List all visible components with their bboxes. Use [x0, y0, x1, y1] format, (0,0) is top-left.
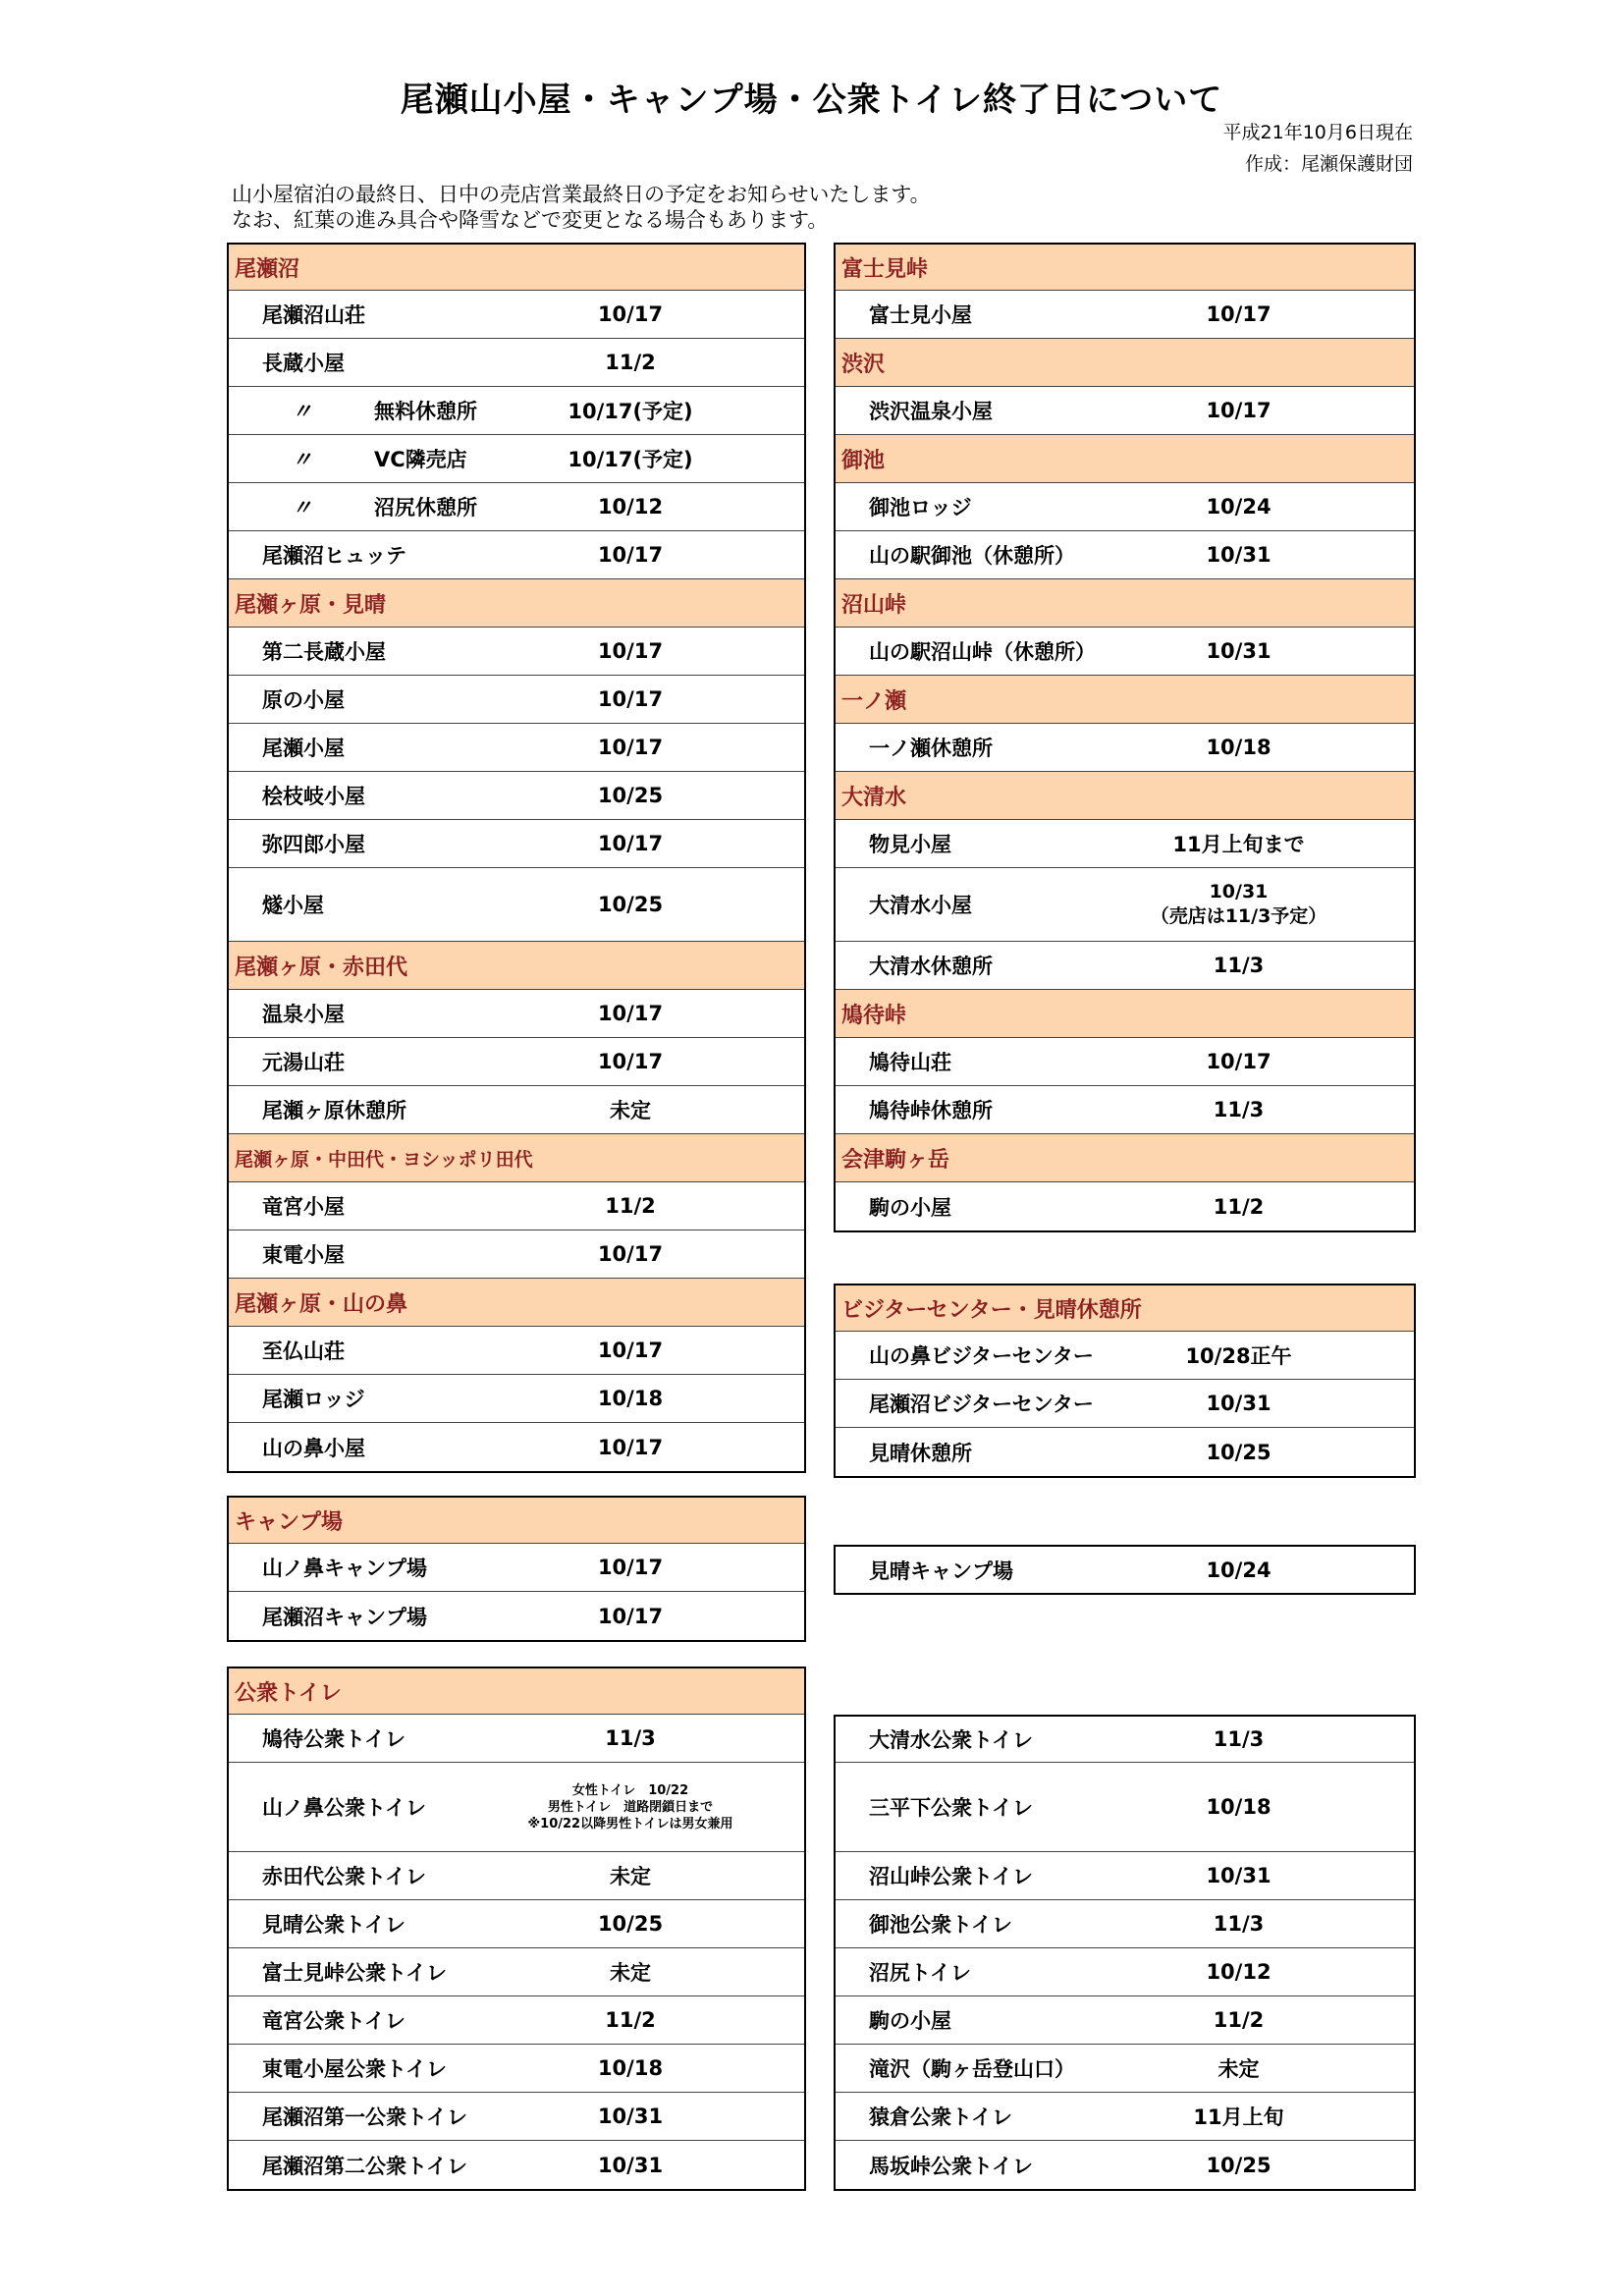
section-header: 一ノ瀬: [836, 676, 1414, 724]
facility-name: 尾瀬沼第一公衆トイレ: [262, 2105, 467, 2129]
end-date: 未定: [610, 1099, 651, 1122]
page-title: 尾瀬山小屋・キャンプ場・公衆トイレ終了日について: [400, 81, 1223, 120]
end-date: 10/24: [1206, 1558, 1271, 1582]
end-date: [1120, 880, 1414, 929]
facility-name: 竜宮公衆トイレ: [262, 2009, 406, 2033]
table-row: [229, 868, 804, 942]
end-date: 10/17: [597, 1556, 664, 1579]
end-date: 10/31: [1206, 1392, 1271, 1415]
facility-name: 大清水公衆トイレ: [869, 1728, 1033, 1752]
section-header: 尾瀬ヶ原・見晴: [229, 579, 804, 628]
table-row: [836, 291, 1414, 339]
facility-name: 沼尻トイレ: [869, 1961, 971, 1985]
end-date: 10/17: [1206, 302, 1271, 326]
facility-name: 至仏山荘: [262, 1339, 345, 1363]
table-row: [229, 1715, 804, 1763]
facility-name: 山の駅沼山峠（休憩所）: [869, 640, 1096, 664]
facility-name: 物見小屋: [869, 833, 951, 856]
end-date: 10/17(予定): [568, 448, 693, 471]
facility-name: 尾瀬沼第二公衆トイレ: [262, 2154, 467, 2178]
table-row: [229, 1763, 804, 1852]
left-main-table: [227, 243, 806, 1473]
end-date: 10/17: [597, 687, 664, 711]
facility-name: 一ノ瀬休憩所: [869, 737, 993, 760]
end-date: 10/17: [597, 1242, 664, 1266]
table-row: [229, 1996, 804, 2045]
end-date: 10/31: [1206, 639, 1271, 663]
facility-name: 尾瀬沼キャンプ場: [262, 1605, 427, 1629]
end-date: 未定: [1217, 2057, 1260, 2081]
end-date: 11/3: [1213, 1912, 1265, 1936]
table-row: [229, 1375, 804, 1423]
table-row: [229, 291, 804, 339]
table-row: [836, 942, 1414, 990]
end-date-line: （売店は11/3予定）: [1150, 905, 1327, 927]
end-date-line: ※10/22以降男性トイレは男女兼用: [527, 1816, 733, 1831]
facility-name: 鳩待峠休憩所: [869, 1099, 993, 1122]
end-date-line: 女性トイレ 10/22: [571, 1782, 689, 1798]
table-row: [836, 2093, 1414, 2141]
right-toilet-table: [834, 1715, 1416, 2191]
section-header: 沼山峠: [836, 579, 1414, 628]
end-date: 未定: [610, 1961, 651, 1985]
table-row: [836, 1996, 1414, 2045]
facility-name: 尾瀬ヶ原休憩所: [262, 1099, 406, 1122]
end-date: 11/3: [1213, 1098, 1265, 1121]
right-main-table: [834, 243, 1416, 1232]
facility-name: 第二長蔵小屋: [262, 640, 386, 664]
facility-name: 尾瀬沼ヒュッテ: [262, 544, 406, 568]
right-camp-table: [834, 1545, 1416, 1595]
end-date: 10/17(予定): [568, 400, 693, 423]
table-row: [229, 990, 804, 1038]
facility-name: 滝沢（駒ヶ岳登山口）: [869, 2057, 1075, 2081]
section-header: 富士見峠: [836, 243, 1414, 291]
table-row: [836, 1852, 1414, 1900]
facility-name: 弥四郎小屋: [262, 833, 365, 856]
end-date-line: 10/31: [1209, 881, 1269, 902]
facility-name: 長蔵小屋: [262, 352, 345, 375]
facility-name: 三平下公衆トイレ: [869, 1796, 1033, 1820]
end-date: 10/17: [597, 1435, 664, 1459]
table-row: [229, 435, 804, 483]
author: 作成：尾瀬保護財団: [1244, 153, 1413, 175]
facility-name: 竜宮小屋: [262, 1195, 345, 1219]
facility-name: 駒の小屋: [869, 1195, 951, 1220]
table-row: [836, 1545, 1414, 1593]
table-row: [229, 2141, 804, 2189]
facility-name: 温泉小屋: [262, 1003, 345, 1026]
end-date: 10/17: [597, 736, 664, 759]
end-date: 11/3: [1213, 1727, 1265, 1751]
end-date: 10/17: [597, 1339, 664, 1362]
facility-name: 猿倉公衆トイレ: [869, 2105, 1012, 2129]
facility-name: 東電小屋: [262, 1243, 345, 1267]
facility-name: 尾瀬沼山荘: [262, 303, 365, 327]
table-row: [229, 2045, 804, 2093]
end-date: 10/17: [597, 1002, 664, 1025]
section-header: 尾瀬ヶ原・山の鼻: [229, 1279, 804, 1327]
ditto-mark: 〃: [292, 496, 312, 519]
ditto-mark: 〃: [292, 448, 312, 471]
facility-name: 山ノ鼻キャンプ場: [262, 1557, 427, 1580]
left-toilet-table: [227, 1667, 806, 2191]
table-row: [229, 483, 804, 531]
end-date: 10/17: [597, 832, 664, 855]
end-date: 10/31: [597, 2153, 664, 2177]
end-date: 11月上旬: [1193, 2105, 1284, 2129]
section-header: キャンプ場: [229, 1496, 804, 1544]
table-row: [229, 820, 804, 868]
left-camp-table: [227, 1496, 806, 1642]
facility-name: 富士見峠公衆トイレ: [262, 1961, 447, 1985]
section-header: 大清水: [836, 772, 1414, 820]
facility-name: 御池公衆トイレ: [869, 1913, 1012, 1937]
end-date: 10/17: [597, 1604, 664, 1628]
table-row: [229, 1852, 804, 1900]
facility-name: 馬坂峠公衆トイレ: [869, 2154, 1033, 2178]
section-header: 鳩待峠: [836, 990, 1414, 1038]
facility-name: 沼山峠公衆トイレ: [869, 1865, 1033, 1888]
section-header: 公衆トイレ: [229, 1667, 804, 1715]
section-header: 御池: [836, 435, 1414, 483]
end-date: 11/2: [605, 1194, 656, 1218]
table-row: [229, 1182, 804, 1230]
right-visitor-table: [834, 1284, 1416, 1478]
end-date: 10/25: [597, 1912, 664, 1936]
facility-name: 見晴公衆トイレ: [262, 1913, 406, 1937]
end-date: 11/3: [1213, 954, 1265, 977]
section-header: 尾瀬沼: [229, 243, 804, 291]
table-row: [229, 1592, 804, 1640]
facility-name: 尾瀬ロッジ: [262, 1388, 365, 1411]
end-date: 10/18: [597, 1387, 664, 1410]
facility-name: 山の鼻ビジターセンター: [869, 1344, 1094, 1368]
table-row: [229, 387, 804, 435]
table-row: [229, 1038, 804, 1086]
table-row: [229, 1086, 804, 1134]
end-date: 未定: [610, 1865, 651, 1888]
end-date: 11/2: [1213, 1194, 1265, 1219]
end-date: 10/17: [597, 302, 664, 326]
end-date: 10/17: [597, 639, 664, 663]
facility-name: 山ノ鼻公衆トイレ: [262, 1796, 426, 1820]
end-date: 10/18: [1206, 1795, 1271, 1819]
end-date: 10/28正午: [1185, 1344, 1292, 1368]
end-date: 10/12: [1206, 1960, 1271, 1984]
table-row: [836, 1086, 1414, 1134]
facility-name: 鳩待山荘: [869, 1051, 951, 1074]
facility-name: 桧枝岐小屋: [262, 785, 365, 808]
end-date: 10/31: [1206, 1864, 1271, 1887]
table-row: [836, 1182, 1414, 1230]
facility-name: 燧小屋: [262, 894, 324, 917]
facility-name: 山の鼻小屋: [262, 1436, 365, 1460]
facility-name: 沼尻休憩所: [374, 496, 477, 519]
table-row: [836, 724, 1414, 772]
end-date-line: 男性トイレ 道路閉鎖日まで: [547, 1799, 714, 1815]
table-row: [229, 2093, 804, 2141]
facility-name: 見晴休憩所: [869, 1441, 972, 1465]
table-row: [229, 676, 804, 724]
notice-line-1: 山小屋宿泊の最終日、日中の売店営業最終日の予定をお知らせいたします。: [232, 183, 931, 206]
facility-name: 原の小屋: [262, 688, 345, 712]
facility-name: 山の駅御池（休憩所）: [869, 544, 1075, 568]
facility-name: 尾瀬沼ビジターセンター: [869, 1393, 1094, 1416]
facility-name: 赤田代公衆トイレ: [262, 1865, 426, 1888]
end-date: 11/2: [605, 351, 656, 374]
table-row: [229, 724, 804, 772]
end-date: 10/18: [597, 2056, 664, 2080]
end-date: 10/17: [597, 1050, 664, 1073]
table-row: [229, 339, 804, 387]
table-row: [836, 1900, 1414, 1948]
end-date: 10/31: [597, 2105, 664, 2128]
table-row: [229, 531, 804, 579]
table-row: [836, 387, 1414, 435]
end-date: 10/12: [597, 495, 664, 519]
facility-name: 富士見小屋: [869, 303, 972, 327]
end-date: 10/25: [1206, 1440, 1271, 1464]
facility-name: 駒の小屋: [869, 2009, 951, 2033]
table-row: [229, 1230, 804, 1279]
table-row: [229, 1327, 804, 1375]
facility-name: 鳩待公衆トイレ: [262, 1727, 406, 1751]
facility-name: VC隣売店: [374, 448, 467, 471]
end-date: 10/24: [1206, 495, 1271, 519]
notice-line-2: なお、紅葉の進み具合や降雪などで変更となる場合もあります。: [232, 208, 829, 232]
end-date: 10/25: [597, 784, 664, 807]
table-row: [836, 628, 1414, 676]
table-row: [836, 1428, 1414, 1476]
section-header: 渋沢: [836, 339, 1414, 387]
facility-name: 東電小屋公衆トイレ: [262, 2057, 447, 2081]
as-of-date: 平成21年10月6日現在: [1222, 122, 1413, 143]
table-row: [836, 1380, 1414, 1428]
end-date: 10/25: [597, 893, 664, 916]
table-row: [836, 868, 1414, 942]
end-date: 10/25: [1206, 2153, 1271, 2177]
facility-name: 大清水休憩所: [869, 955, 993, 978]
table-row: [836, 2045, 1414, 2093]
end-date: 11/3: [605, 1726, 656, 1750]
end-date: 11/2: [605, 2008, 656, 2032]
table-row: [836, 531, 1414, 579]
table-row: [836, 2141, 1414, 2189]
table-row: [229, 1544, 804, 1592]
table-row: [836, 1948, 1414, 1996]
end-date: 10/17: [597, 543, 664, 567]
facility-name: 渋沢温泉小屋: [869, 400, 993, 423]
section-header: 尾瀬ヶ原・赤田代: [229, 942, 804, 990]
table-row: [229, 772, 804, 820]
end-date: 10/17: [1206, 1050, 1271, 1073]
end-date: 10/31: [1206, 543, 1271, 567]
end-date: [514, 1782, 804, 1832]
table-row: [836, 483, 1414, 531]
facility-name: 尾瀬小屋: [262, 737, 345, 760]
facility-name: 御池ロッジ: [869, 496, 972, 519]
table-row: [836, 1332, 1414, 1380]
table-row: [836, 820, 1414, 868]
table-row: [229, 1900, 804, 1948]
table-row: [836, 1038, 1414, 1086]
table-row: [836, 1763, 1414, 1852]
section-header: 会津駒ヶ岳: [836, 1134, 1414, 1182]
end-date: 10/17: [1206, 399, 1271, 422]
end-date: 11月上旬まで: [1172, 833, 1305, 856]
table-row: [836, 1715, 1414, 1763]
facility-name: 無料休憩所: [374, 400, 477, 423]
table-row: [229, 1948, 804, 1996]
table-row: [229, 628, 804, 676]
end-date: 10/18: [1206, 736, 1271, 759]
ditto-mark: 〃: [292, 400, 312, 423]
section-header: ビジターセンター・見晴休憩所: [836, 1284, 1414, 1332]
facility-name: 見晴キャンプ場: [869, 1558, 1013, 1583]
facility-name: 元湯山荘: [262, 1051, 345, 1074]
end-date: 11/2: [1213, 2008, 1265, 2032]
facility-name: 大清水小屋: [869, 894, 972, 917]
table-row: [229, 1423, 804, 1471]
section-header: 尾瀬ヶ原・中田代・ヨシッポリ田代: [229, 1134, 804, 1182]
